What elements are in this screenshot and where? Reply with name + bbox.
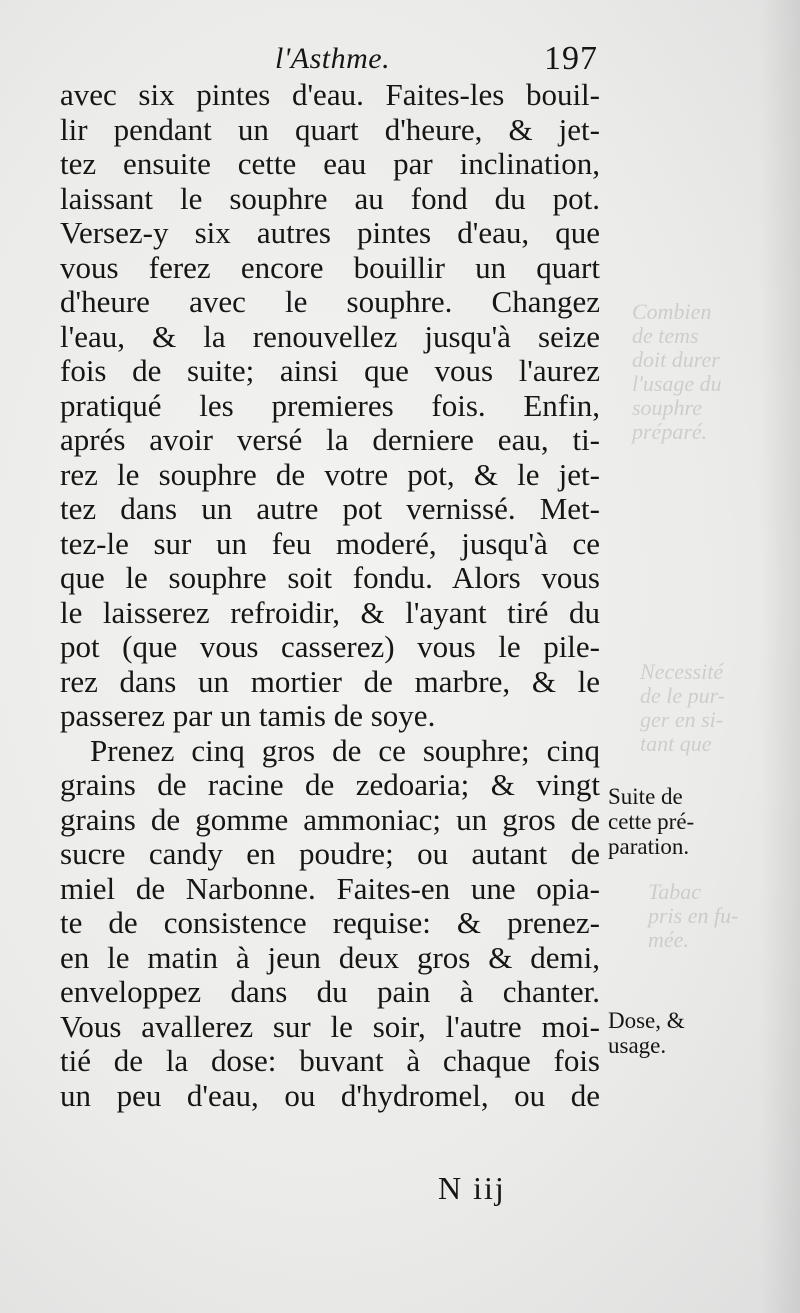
text-line: Prenez cinq gros de ce souphre; cinq — [90, 732, 600, 768]
margin-note-line: paration. — [608, 834, 690, 859]
text-line: Vous avallerez sur le soir, l'autre moi- — [60, 1008, 600, 1044]
text-line: grains de gomme ammoniac; un gros de — [60, 801, 600, 837]
margin-note-suite — [608, 784, 788, 859]
text-line: vous ferez encore bouillir un quart — [60, 249, 600, 285]
text-line: grains de racine de zedoaria; & vingt — [60, 767, 600, 802]
text-line: pratiqué les premieres fois. Enfin, — [60, 387, 600, 423]
text-line: passerez par un tamis de soye. — [60, 698, 436, 733]
margin-note-line: Dose, & — [608, 1008, 685, 1033]
page-number: 197 — [544, 40, 598, 77]
margin-note-line: Suite de — [608, 784, 683, 809]
text-line: avec six pintes d'eau. Faites-les bouil- — [60, 77, 600, 112]
text-line: tez-le sur un feu moderé, jusqu'à ce — [60, 525, 600, 561]
text-line: d'heure avec le souphre. Changez — [60, 284, 600, 319]
text-line: laissant le souphre au fond du pot. — [60, 180, 600, 216]
text-line: rez le souphre de votre pot, & le jet- — [60, 456, 600, 492]
text-line: rez dans un mortier de marbre, & le — [60, 663, 600, 699]
text-line: fois de suite; ainsi que vous l'aurez — [60, 353, 600, 388]
text-line: pot (que vous casserez) vous le pile- — [60, 629, 600, 664]
text-line: l'eau, & la renouvellez jusqu'à seize — [60, 318, 600, 354]
show-through-text: Tabac pris en fu- mée. — [648, 879, 739, 952]
text-line: miel de Narbonne. Faites-en une opia- — [60, 870, 600, 906]
text-line: tié de la dose: buvant à chaque fois — [60, 1043, 600, 1078]
text-line: en le matin à jeun deux gros & demi, — [60, 939, 600, 975]
text-line: tez ensuite cette eau par inclination, — [60, 146, 600, 181]
text-line: te de consistence requise: & prenez- — [60, 905, 600, 940]
margin-note-line: cette pré- — [608, 809, 695, 834]
margin-note-line: usage. — [608, 1033, 667, 1058]
text-line: que le souphre soit fondu. Alors vous — [60, 560, 600, 595]
margin-note-dose — [608, 1008, 788, 1058]
text-line: Versez-y six autres pintes d'eau, que — [60, 215, 600, 250]
text-line: sucre candy en poudre; ou autant de — [60, 836, 600, 871]
text-line: le laisserez refroidir, & l'ayant tiré du — [60, 594, 600, 630]
running-title: l'Asthme. — [275, 42, 391, 75]
show-through-text: Combien de tems doit durer l'usage du souphre préparé. — [632, 299, 722, 444]
body-text — [60, 78, 600, 1113]
text-line: un peu d'eau, ou d'hydromel, ou de — [60, 1077, 600, 1113]
show-through-text: Necessité de le pur- ger en si- tant que — [640, 659, 726, 756]
signature-mark: N iij — [438, 1170, 506, 1206]
text-line: lir pendant un quart d'heure, & jet- — [60, 111, 600, 147]
page-edge-shadow — [760, 0, 800, 1313]
text-line: enveloppez dans du pain à chanter. — [60, 974, 600, 1009]
text-line: tez dans un autre pot vernissé. Met- — [60, 491, 600, 526]
text-line: aprés avoir versé la derniere eau, ti- — [60, 422, 600, 457]
